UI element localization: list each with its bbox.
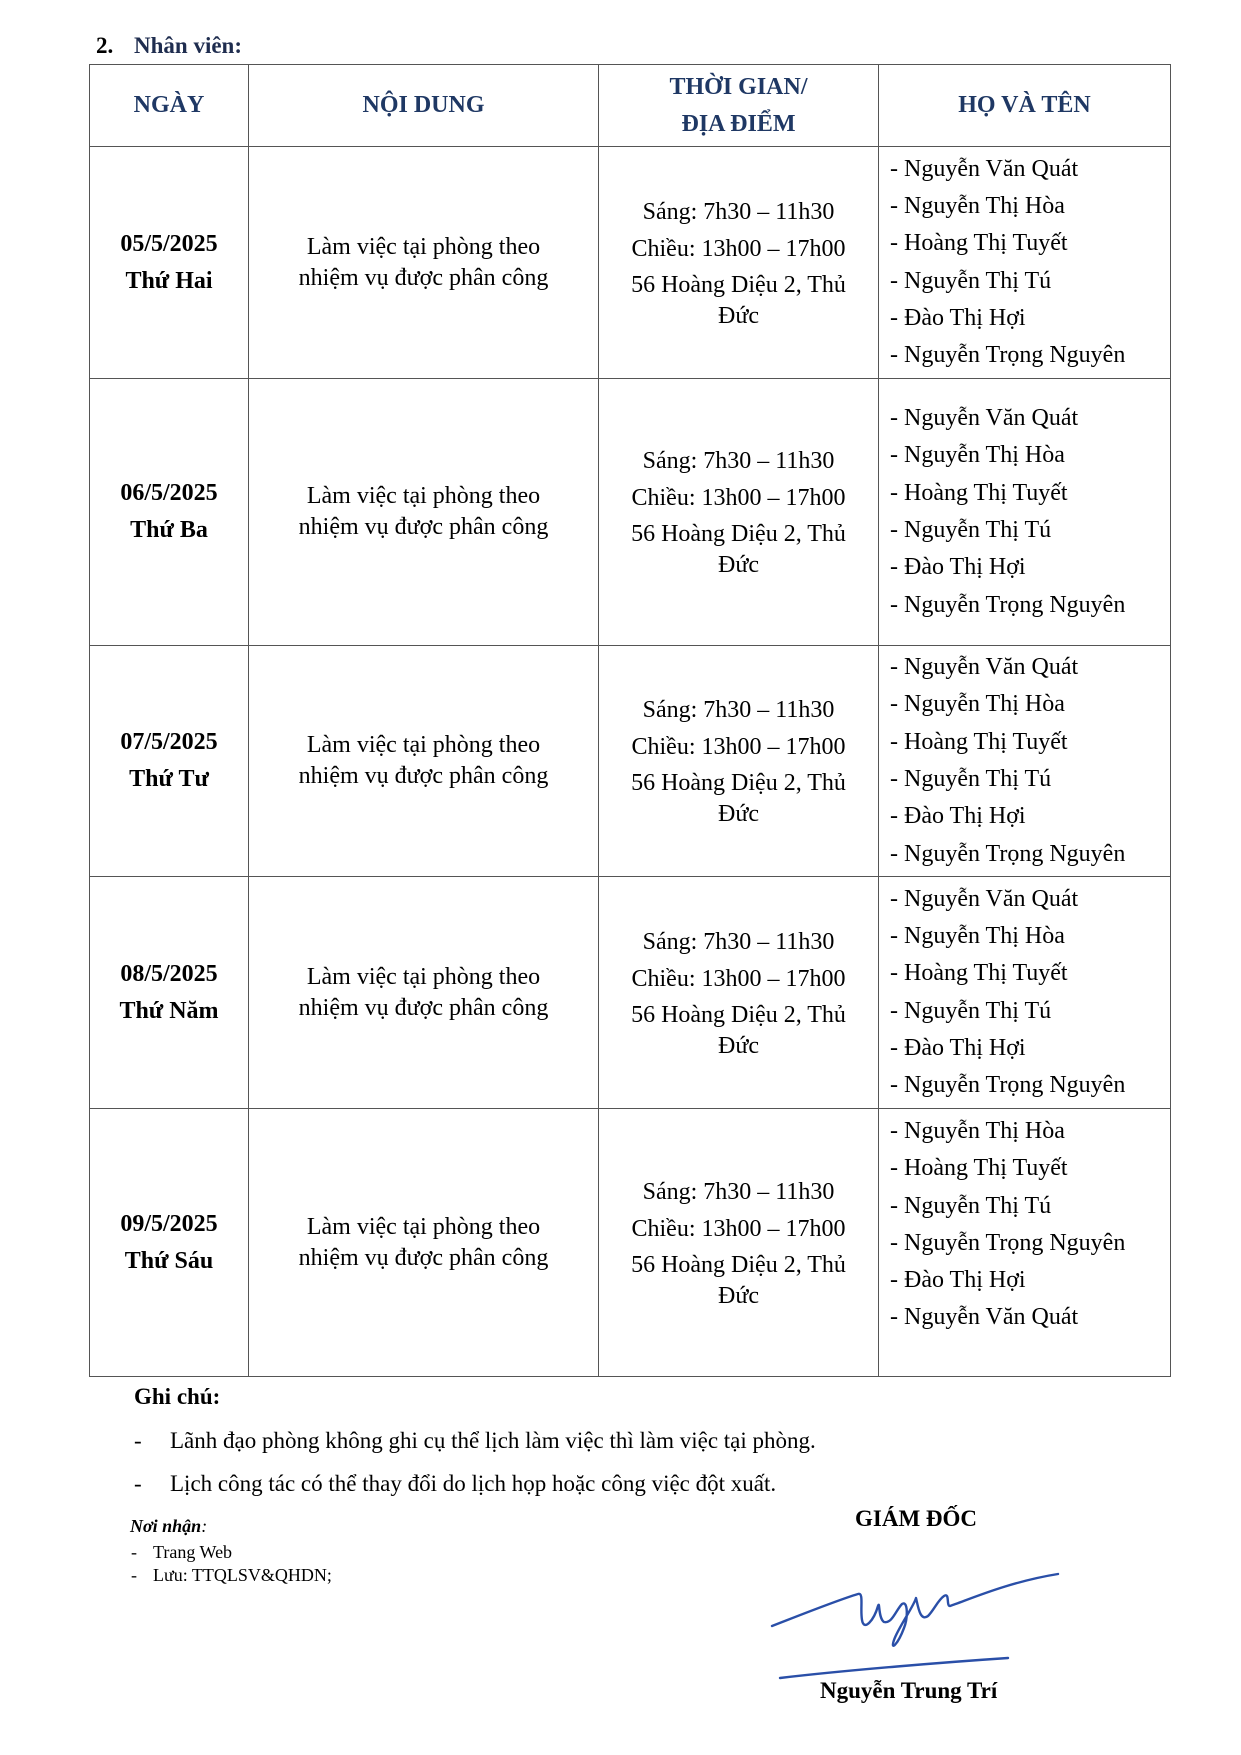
date: 09/5/2025 — [120, 1210, 218, 1237]
location-line: Đức — [718, 801, 759, 827]
content-line: nhiệm vụ được phân công — [298, 1244, 549, 1271]
staff-name: - Nguyễn Văn Quát — [890, 885, 1079, 912]
table-row — [90, 646, 1171, 877]
location — [599, 270, 878, 332]
content-line: nhiệm vụ được phân công — [298, 994, 549, 1021]
afternoon-time: Chiều: 13h00 – 17h00 — [631, 965, 846, 992]
morning-time: Sáng: 7h30 – 11h30 — [642, 198, 835, 225]
location-line: Đức — [718, 1032, 759, 1059]
staff-name: - Nguyễn Trọng Nguyên — [890, 840, 1126, 867]
date-cell — [90, 147, 249, 379]
section-heading — [96, 33, 242, 59]
staff-name: - Nguyễn Thị Tú — [890, 766, 1052, 792]
staff-name: - Nguyễn Văn Quát — [890, 654, 1079, 681]
location-line: 56 Hoàng Diệu 2, Thủ — [631, 770, 846, 796]
staff-name: - Đào Thị Hợi — [890, 803, 1026, 830]
staff-name: - Nguyễn Văn Quát — [890, 155, 1079, 182]
staff-name: - Nguyễn Thị Hòa — [890, 691, 1065, 718]
time-location-cell — [599, 877, 879, 1109]
date: 08/5/2025 — [120, 960, 218, 987]
header-time-location — [599, 65, 879, 147]
staff-name: - Nguyễn Văn Quát — [890, 1304, 1079, 1331]
staff-name: - Nguyễn Thị Tú — [890, 517, 1052, 543]
staff-name: - Hoàng Thị Tuyết — [890, 728, 1068, 755]
date: 07/5/2025 — [120, 729, 218, 755]
header-content: NỘI DUNG — [249, 65, 599, 147]
location-line: 56 Hoàng Diệu 2, Thủ — [631, 1251, 846, 1278]
notes-title: Ghi chú: — [134, 1384, 221, 1409]
staff-name: - Nguyễn Văn Quát — [890, 405, 1079, 432]
afternoon-time: Chiều: 13h00 – 17h00 — [631, 235, 846, 262]
location — [599, 519, 878, 581]
staff-name: - Nguyễn Thị Hòa — [890, 1118, 1065, 1144]
table-row — [90, 877, 1171, 1109]
bullet-dash: - — [134, 1471, 142, 1496]
content-line: nhiệm vụ được phân công — [298, 763, 549, 789]
staff-name: - Nguyễn Trọng Nguyên — [890, 1229, 1126, 1256]
afternoon-time: Chiều: 13h00 – 17h00 — [631, 734, 846, 760]
weekday: Thứ Ba — [130, 517, 208, 543]
staff-name: - Hoàng Thị Tuyết — [890, 230, 1068, 257]
header-location: ĐỊA ĐIỂM — [681, 110, 796, 137]
location-line: 56 Hoàng Diệu 2, Thủ — [631, 1001, 846, 1028]
afternoon-time: Chiều: 13h00 – 17h00 — [631, 485, 846, 511]
location-line: Đức — [718, 552, 759, 578]
time-location-cell — [599, 379, 879, 646]
date-cell — [90, 1109, 249, 1377]
content-line: Làm việc tại phòng theo — [306, 1213, 541, 1240]
staff-name: - Nguyễn Thị Hòa — [890, 922, 1065, 949]
location-line: Đức — [718, 302, 759, 329]
date-cell — [90, 877, 249, 1109]
table-row — [90, 1109, 1171, 1377]
recipient-item — [131, 1542, 232, 1563]
content-cell — [249, 379, 599, 646]
header-date: NGÀY — [90, 65, 249, 147]
names-cell — [879, 379, 1171, 646]
content-cell — [249, 1109, 599, 1377]
weekday: Thứ Hai — [125, 267, 213, 294]
staff-name: - Đào Thị Hợi — [890, 304, 1026, 331]
location-line: 56 Hoàng Diệu 2, Thủ — [631, 271, 846, 298]
location-line: 56 Hoàng Diệu 2, Thủ — [631, 521, 846, 547]
content-line: Làm việc tại phòng theo — [306, 963, 541, 990]
staff-name: - Nguyễn Thị Tú — [890, 997, 1052, 1024]
staff-name: - Đào Thị Hợi — [890, 1267, 1026, 1294]
content-line: Làm việc tại phòng theo — [306, 732, 541, 758]
names-cell — [879, 646, 1171, 877]
signer-name: Nguyễn Trung Trí — [820, 1678, 998, 1703]
date: 05/5/2025 — [120, 230, 218, 257]
staff-name: - Nguyễn Thị Tú — [890, 267, 1052, 294]
note-text: Lịch công tác có thể thay đổi do lịch họp hoặc công việc đột xuất. — [170, 1471, 777, 1496]
bullet-dash: - — [131, 1542, 137, 1562]
content-line: nhiệm vụ được phân công — [298, 264, 549, 291]
bullet-dash: - — [131, 1565, 137, 1585]
date-cell — [90, 379, 249, 646]
note-item — [134, 1471, 776, 1497]
morning-time: Sáng: 7h30 – 11h30 — [642, 928, 835, 955]
location — [599, 768, 878, 830]
table-row — [90, 379, 1171, 646]
weekday: Thứ Sáu — [124, 1247, 214, 1274]
date: 06/5/2025 — [120, 480, 218, 506]
location — [599, 1250, 878, 1312]
handwritten-signature — [768, 1560, 1068, 1680]
header-names: HỌ VÀ TÊN — [879, 65, 1171, 147]
recipients-label: Nơi nhận — [130, 1516, 202, 1536]
location-line: Đức — [718, 1282, 759, 1309]
staff-name: - Nguyễn Thị Hòa — [890, 442, 1065, 469]
note-text: Lãnh đạo phòng không ghi cụ thể lịch làm việc thì làm việc tại phòng. — [170, 1428, 816, 1453]
content-cell — [249, 877, 599, 1109]
content-line: Làm việc tại phòng theo — [306, 483, 541, 509]
staff-name: - Nguyễn Trọng Nguyên — [890, 1072, 1126, 1099]
staff-name: - Đào Thị Hợi — [890, 554, 1026, 581]
date-cell — [90, 646, 249, 877]
section-number: 2. — [96, 33, 114, 58]
staff-name: - Nguyễn Thị Hòa — [890, 192, 1065, 219]
header-time: THỜI GIAN/ — [669, 73, 808, 100]
schedule-table — [89, 64, 1171, 1377]
names-cell — [879, 877, 1171, 1109]
time-location-cell — [599, 147, 879, 379]
content-cell — [249, 147, 599, 379]
table-row — [90, 147, 1171, 379]
weekday: Thứ Tư — [129, 766, 209, 792]
staff-name: - Hoàng Thị Tuyết — [890, 1155, 1068, 1182]
bullet-dash: - — [134, 1428, 142, 1453]
staff-name: - Nguyễn Thị Tú — [890, 1192, 1052, 1219]
staff-name: - Hoàng Thị Tuyết — [890, 960, 1068, 987]
recipients-title: Nơi nhận: — [130, 1516, 208, 1536]
recipient-text: Trang Web — [153, 1542, 233, 1562]
names-cell — [879, 1109, 1171, 1377]
time-location-cell — [599, 646, 879, 877]
note-item — [134, 1428, 816, 1454]
content-cell — [249, 646, 599, 877]
morning-time: Sáng: 7h30 – 11h30 — [642, 1178, 835, 1205]
names-cell — [879, 147, 1171, 379]
weekday: Thứ Năm — [119, 997, 219, 1024]
staff-name: - Nguyễn Trọng Nguyên — [890, 591, 1126, 618]
location — [599, 1000, 878, 1062]
content-line: nhiệm vụ được phân công — [298, 514, 549, 540]
afternoon-time: Chiều: 13h00 – 17h00 — [631, 1215, 846, 1242]
morning-time: Sáng: 7h30 – 11h30 — [642, 697, 835, 723]
recipient-text: Lưu: TTQLSV&QHDN; — [153, 1565, 332, 1585]
section-title: Nhân viên: — [134, 33, 242, 58]
recipient-item — [131, 1565, 332, 1586]
staff-name: - Nguyễn Trọng Nguyên — [890, 342, 1126, 369]
morning-time: Sáng: 7h30 – 11h30 — [642, 448, 835, 474]
signer-position: GIÁM ĐỐC — [855, 1506, 978, 1531]
table-header-row — [90, 65, 1171, 147]
time-location-cell — [599, 1109, 879, 1377]
staff-name: - Hoàng Thị Tuyết — [890, 479, 1068, 506]
staff-name: - Đào Thị Hợi — [890, 1034, 1026, 1061]
content-line: Làm việc tại phòng theo — [306, 233, 541, 260]
